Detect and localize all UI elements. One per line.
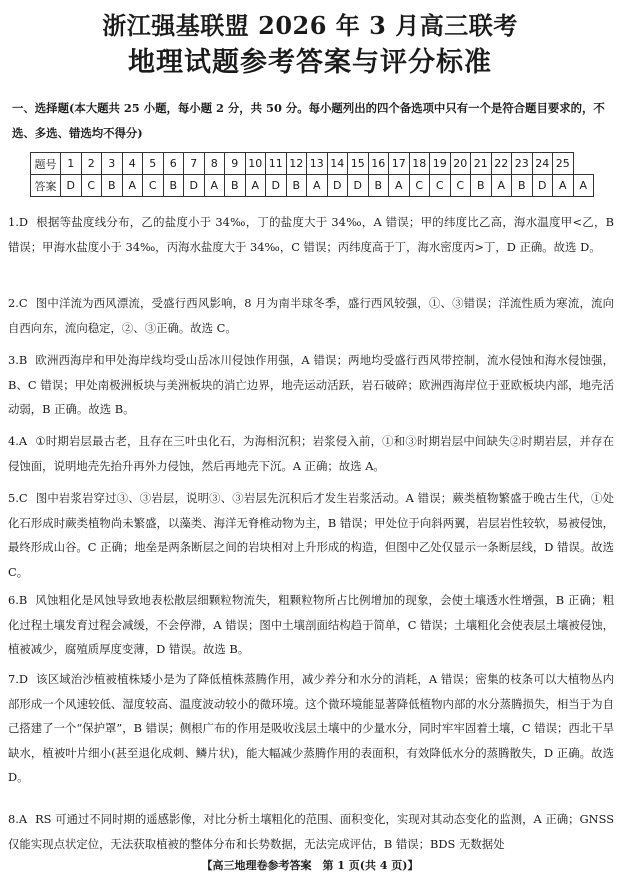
explanation-text: RS 可通过不同时期的遥感影像，对比分析土壤粗化的范围、面积变化，实现对其动态变化的监测，A 正确；GNSS 仅能实现点状定位，无法获取植被的整体分布和长势数据，无法完成评估，B 错误；BDS 无数据处 bbox=[8, 812, 615, 851]
question-number-cell: 12 bbox=[286, 153, 307, 175]
row-label-number: 题号 bbox=[31, 153, 61, 175]
explanation-text: ①时期岩层最古老，且存在三叶虫化石，为海相沉积；岩浆侵入前，①和③时期岩层中间缺失②时期岩层，并存在侵蚀面，说明地壳先抬升再外力侵蚀，然后再地壳下沉。A 正确；故选 A。 bbox=[8, 434, 614, 473]
row-label-answer: 答案 bbox=[31, 175, 61, 197]
explanation-text: 图中岩浆岩穿过③、③岩层，说明③、③岩层先沉积后才发生岩浆活动。A 错误；蕨类植物繁盛于晚古生代，①处化石形成时蕨类植物尚未繁盛，以藻类、海洋无脊椎动物为主，B 错误；甲处位于向斜两翼，岩层岩性较软，易被侵蚀，最终形成山谷。C 正确；地垒是两条断层之间的岩块相对上升形成的构造，但图中乙处仅显示一条断层线，D 错误。故选 C。 bbox=[8, 491, 615, 579]
question-answer-key: 3.B bbox=[8, 353, 28, 367]
question-answer-key: 1.D bbox=[8, 215, 29, 229]
document-title: 浙江强基联盟 2026 年 3 月高三联考 bbox=[102, 11, 518, 40]
question-number-cell: 20 bbox=[450, 153, 471, 175]
answer-explanation bbox=[8, 210, 614, 259]
answer-explanation bbox=[8, 429, 614, 478]
question-number-cell: 18 bbox=[409, 153, 430, 175]
question-number-cell: 19 bbox=[430, 153, 451, 175]
page-footer: 【高三地理卷参考答案 第 1 页(共 4 页)】 bbox=[201, 859, 419, 872]
answer-cell: C bbox=[81, 175, 102, 197]
answer-cell: A bbox=[245, 175, 266, 197]
explanation-text: 欧洲西海岸和甲处海岸线均受山岳冰川侵蚀作用强，A 错误；两地均受盛行西风带控制，流水侵蚀和海水侵蚀强，B、C 错误；甲处南极洲板块与美洲板块的消亡边界，地壳运动活跃，岩石破碎；欧洲西海岸位于亚欧板块内部，地壳活动弱，B 正确。故选 B。 bbox=[8, 353, 614, 416]
answer-cell: D bbox=[348, 175, 369, 197]
question-number-cell: 22 bbox=[491, 153, 512, 175]
question-number-cell: 25 bbox=[553, 153, 574, 175]
answer-cell: A bbox=[553, 175, 574, 197]
answer-cell: B bbox=[225, 175, 246, 197]
answer-explanation bbox=[8, 588, 614, 662]
question-number-cell: 6 bbox=[163, 153, 184, 175]
answer-cell: C bbox=[450, 175, 471, 197]
answer-cell: A bbox=[573, 175, 594, 197]
answer-cell: B bbox=[512, 175, 533, 197]
question-number-cell: 11 bbox=[266, 153, 287, 175]
answer-cell: A bbox=[491, 175, 512, 197]
answer-cell: C bbox=[143, 175, 164, 197]
question-number-cell: 15 bbox=[348, 153, 369, 175]
explanation-text: 图中洋流为西风漂流，受盛行西风影响，8 月为南半球冬季，盛行西风较强，①、③错误；洋流性质为寒流，流向自西向东，流向稳定，②、③正确。故选 C。 bbox=[8, 296, 614, 335]
explanation-text: 该区域治沙植被植株矮小是为了降低植株蒸腾作用，减少养分和水分的消耗，A 错误；密集的枝条可以大植物丛内部形成一个风速较低、湿度较高、温度波动较小的微环境。这个微环境能显著降低植物内部的水分蒸腾损失，相当于为自己搭建了一个“保护罩”，B 错误；侧根广布的作用是吸收浅层土壤中的少量水分，同时牢牢固着土壤，C 错误；西北干旱缺水，植被叶片细小(甚至退化成刺、鳞片状)，能大幅减少蒸腾作用的表面积，有效降低水分的蒸腾散失，D 正确。故选 D。 bbox=[8, 672, 614, 784]
question-answer-key: 2.C bbox=[8, 296, 28, 310]
question-number-cell: 21 bbox=[471, 153, 492, 175]
question-number-cell: 8 bbox=[204, 153, 225, 175]
question-number-cell: 17 bbox=[389, 153, 410, 175]
section-intro: 一、选择题(本大题共 25 小题，每小题 2 分，共 50 分。每小题列出的四个备选项中只有一个是符合题目要求的，不选、多选、错选均不得分) bbox=[12, 101, 605, 140]
answer-cell: A bbox=[204, 175, 225, 197]
answer-cell: D bbox=[327, 175, 348, 197]
question-number-cell: 14 bbox=[327, 153, 348, 175]
question-answer-key: 7.D bbox=[8, 672, 29, 686]
question-answer-key: 4.A bbox=[8, 434, 28, 448]
answer-cell: B bbox=[163, 175, 184, 197]
answer-explanation bbox=[8, 807, 614, 856]
answer-cell: A bbox=[307, 175, 328, 197]
answer-cell: D bbox=[532, 175, 553, 197]
answer-explanation bbox=[8, 667, 614, 790]
question-answer-key: 6.B bbox=[8, 593, 28, 607]
answer-cell: D bbox=[184, 175, 205, 197]
document-subtitle: 地理试题参考答案与评分标准 bbox=[128, 47, 492, 78]
answer-cell: B bbox=[102, 175, 123, 197]
answer-cell: A bbox=[389, 175, 410, 197]
answer-table bbox=[30, 152, 594, 197]
answer-cell: D bbox=[61, 175, 82, 197]
question-number-cell: 10 bbox=[245, 153, 266, 175]
answer-table-number-row bbox=[31, 153, 594, 175]
question-answer-key: 8.A bbox=[8, 812, 28, 826]
question-number-cell: 4 bbox=[122, 153, 143, 175]
question-number-cell: 13 bbox=[307, 153, 328, 175]
question-number-cell: 2 bbox=[81, 153, 102, 175]
answer-cell: B bbox=[368, 175, 389, 197]
answer-explanation bbox=[8, 348, 614, 422]
question-number-cell: 3 bbox=[102, 153, 123, 175]
answer-explanation bbox=[8, 291, 614, 340]
question-number-cell: 9 bbox=[225, 153, 246, 175]
question-number-cell: 23 bbox=[512, 153, 533, 175]
answer-table-answer-row bbox=[31, 175, 594, 197]
answer-cell: D bbox=[266, 175, 287, 197]
answer-cell: C bbox=[430, 175, 451, 197]
answer-cell: A bbox=[122, 175, 143, 197]
question-answer-key: 5.C bbox=[8, 491, 28, 505]
question-number-cell: 7 bbox=[184, 153, 205, 175]
explanation-text: 根据等盐度线分布，乙的盐度小于 34‰，丁的盐度大于 34‰，A 错误；甲的纬度比乙高，海水温度甲<乙，B 错误；甲海水盐度小于 34‰，丙海水盐度大于 34‰，C 错误；丙纬度高于丁，海水密度丙>丁，D 正确。故选 D。 bbox=[8, 215, 614, 254]
answer-cell: B bbox=[286, 175, 307, 197]
answer-cell: B bbox=[471, 175, 492, 197]
question-number-cell: 16 bbox=[368, 153, 389, 175]
explanation-text: 风蚀粗化是风蚀导致地表松散层细颗粒物流失，粗颗粒物所占比例增加的现象，会使土壤透水性增强，B 正确；粗化过程土壤发育过程会减缓，不会停滞，A 错误；图中土壤剖面结构趋于简单，C 错误；土壤粗化会使表层土壤被侵蚀，植被减少，腐殖质厚度变薄，D 错误。故选 B。 bbox=[8, 593, 614, 656]
question-number-cell: 24 bbox=[532, 153, 553, 175]
question-number-cell: 5 bbox=[143, 153, 164, 175]
answer-explanation bbox=[8, 486, 614, 584]
question-number-cell: 1 bbox=[61, 153, 82, 175]
answer-cell: C bbox=[409, 175, 430, 197]
